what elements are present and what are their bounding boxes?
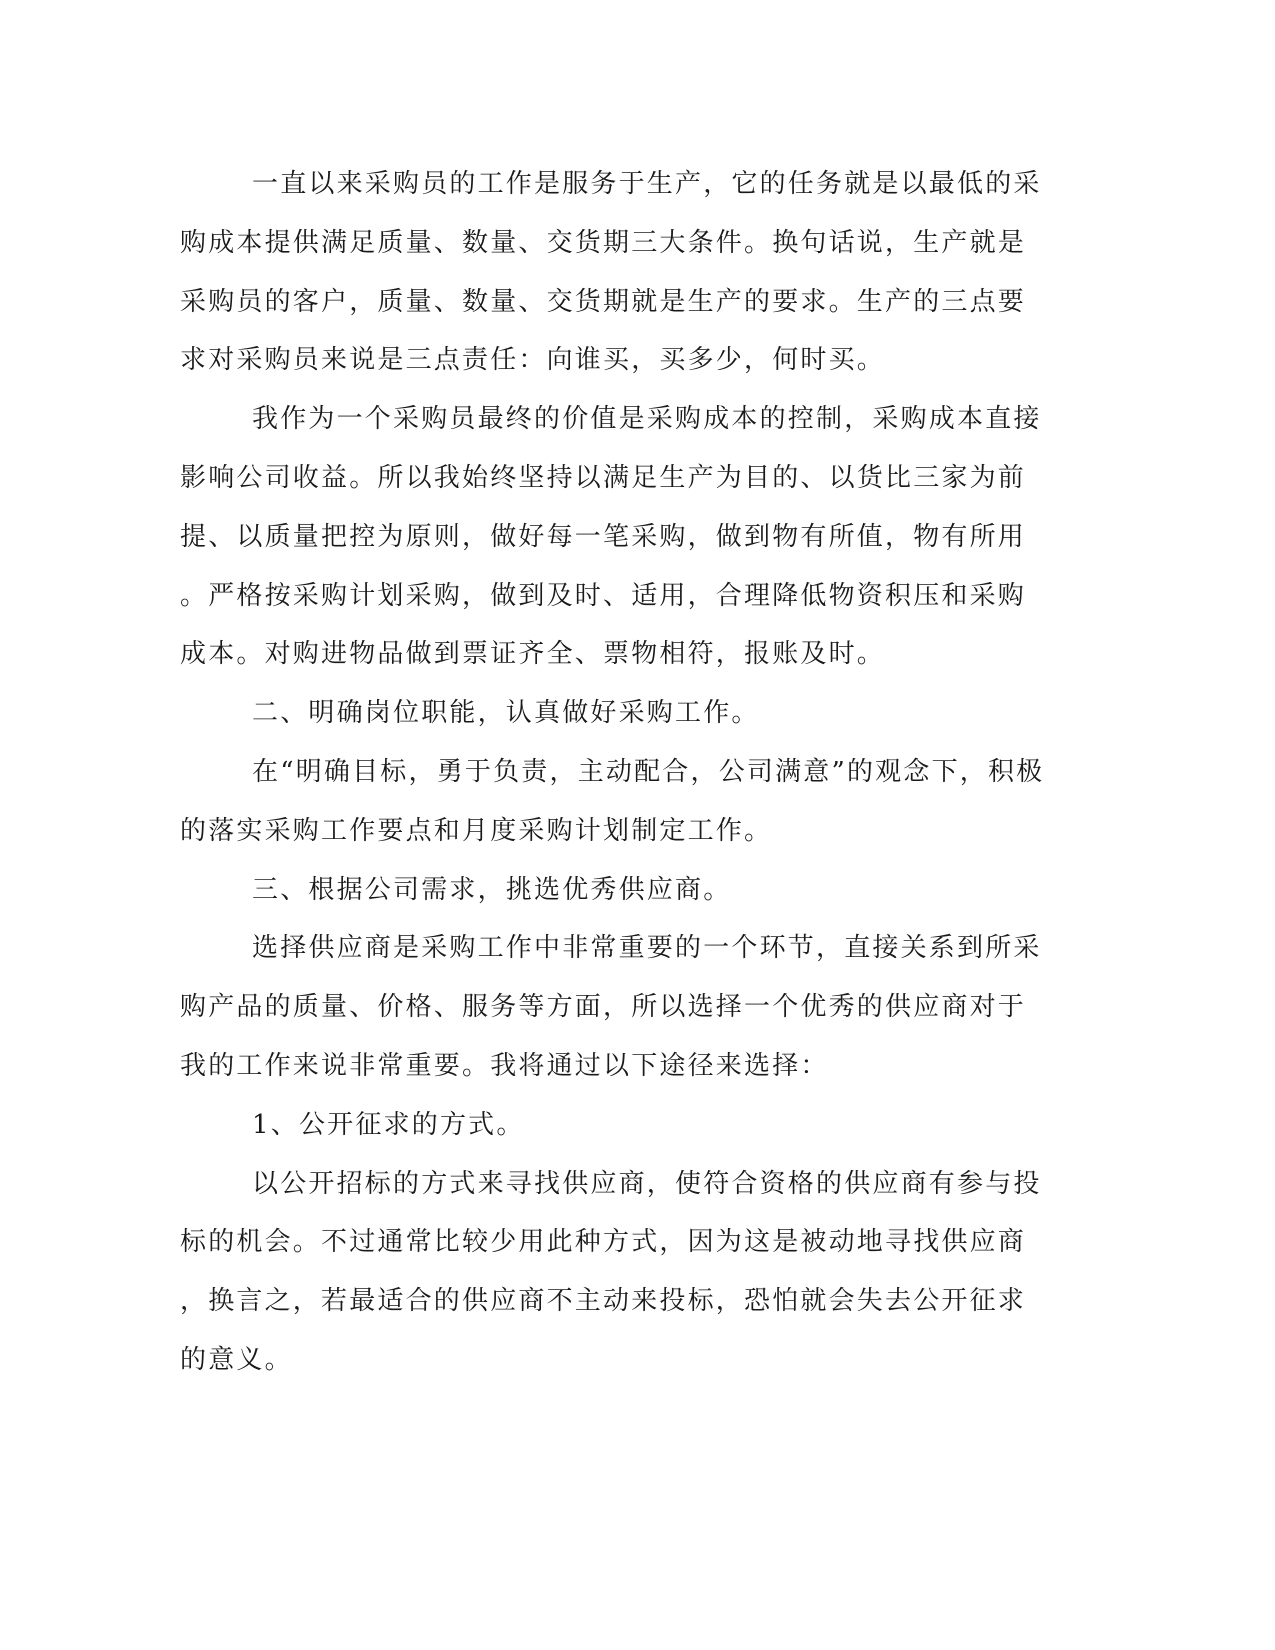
text-line: 提、以质量把控为原则，做好每一笔采购，做到物有所值，物有所用 [180,521,1027,552]
document-body [180,155,1045,1390]
text-line: 购产品的质量、价格、服务等方面，所以选择一个优秀的供应商对于 [180,992,1027,1023]
text-line: 的意义。 [180,1344,293,1375]
text-line: 影响公司收益。所以我始终坚持以满足生产为目的、以货比三家为前 [180,462,1027,493]
text-line: 以公开招标的方式来寻找供应商，使符合资格的供应商有参与投 [252,1168,1042,1199]
text-line: 的落实采购工作要点和月度采购计划制定工作。 [180,815,773,846]
text-line: 我作为一个采购员最终的价值是采购成本的控制，采购成本直接 [252,404,1042,435]
text-line: 采购员的客户，质量、数量、交货期就是生产的要求。生产的三点要 [180,286,1027,317]
text-line: 在“明确目标，勇于负责，主动配合，公司满意”的观念下，积极 [252,756,1045,787]
text-line: ，换言之，若最适合的供应商不主动来投标，恐怕就会失去公开征求 [180,1286,1027,1317]
text-line: 一直以来采购员的工作是服务于生产，它的任务就是以最低的采 [252,169,1042,199]
text-line: 。严格按采购计划采购，做到及时、适用，合理降低物资积压和采购 [180,580,1027,611]
subsection-heading: 1、公开征求的方式。 [252,1109,525,1140]
text-line: 标的机会。不过通常比较少用此种方式，因为这是被动地寻找供应商 [180,1227,1027,1258]
section-heading: 三、根据公司需求，挑选优秀供应商。 [252,874,732,905]
text-line: 我的工作来说非常重要。我将通过以下途径来选择： [180,1050,829,1081]
text-line: 选择供应商是采购工作中非常重要的一个环节，直接关系到所采 [252,933,1042,964]
text-line: 购成本提供满足质量、数量、交货期三大条件。换句话说，生产就是 [180,227,1027,258]
text-line: 求对采购员来说是三点责任：向谁买，买多少，何时买。 [180,345,886,376]
text-line: 成本。对购进物品做到票证齐全、票物相符，报账及时。 [180,639,886,670]
section-heading: 二、明确岗位职能，认真做好采购工作。 [252,698,760,729]
